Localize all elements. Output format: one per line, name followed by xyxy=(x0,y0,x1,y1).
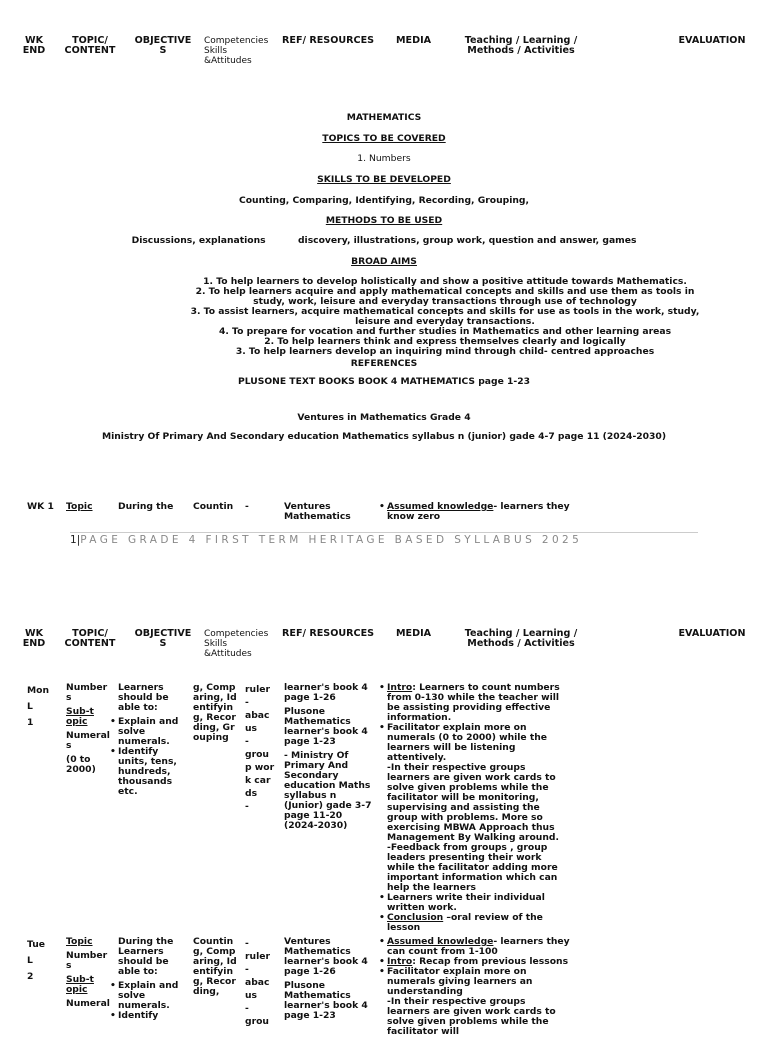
mon-lesson-n: 1 xyxy=(27,717,34,728)
tue-competencies: Counting, Comparing, Identifying, Recording, xyxy=(193,936,237,997)
aim-1: 1. To help learners to develop holistically and show a positive attitude towards Mathematics. xyxy=(203,276,687,287)
mon-media-3: abacus xyxy=(245,710,270,734)
mon-media-1: ruler xyxy=(245,684,270,695)
tue-method-3: • Facilitator explain more on numerals giving learners an understanding -In their respective groups learners are given work cards to solve given problems while the facilitator will xyxy=(381,967,571,1037)
tue-method-1 xyxy=(381,937,571,957)
aim-4: 4. To prepare for vocation and further studies in Mathematics and other learning areas xyxy=(218,326,672,337)
page-number: 1 xyxy=(70,534,77,546)
mon-media-6: - xyxy=(245,801,249,812)
footer-rule xyxy=(70,532,698,533)
mon-media-2: - xyxy=(245,697,249,708)
methods-text-b: discovery, illustrations, group work, question and answer, games xyxy=(297,235,637,246)
header-media: MEDIA xyxy=(396,35,432,46)
topics-heading: TOPICS TO BE COVERED xyxy=(322,133,446,144)
mon-method-4-text: –oral review of the lesson xyxy=(387,912,543,933)
header-objectives: OBJECTIVE S xyxy=(134,35,192,56)
mon-objective-2: • Identify units, tens, hundreds, thousands etc. xyxy=(112,747,180,797)
mon-competencies: g, Comparing, Identifying, Recording, Grouping xyxy=(193,682,237,743)
wk1-methods-label: Assumed knowledge xyxy=(387,501,494,512)
page-footer xyxy=(70,534,582,546)
wk1-competencies: Countin xyxy=(193,501,234,512)
mon-method-4 xyxy=(381,913,571,933)
tue-topic-text: Numbers xyxy=(66,950,108,971)
skills-heading: SKILLS TO BE DEVELOPED xyxy=(317,174,451,185)
header-media: MEDIA xyxy=(396,628,432,639)
tue-subtopic: Numeral xyxy=(66,998,110,1009)
wk1-methods xyxy=(381,502,571,522)
mon-method-4-label: Conclusion xyxy=(387,912,444,923)
mon-day xyxy=(27,683,49,731)
mon-objective-1: • Explain and solve numerals. xyxy=(112,717,180,747)
mon-reference-1: learner's book 4 page 1-26 xyxy=(284,682,368,703)
methods-heading: METHODS TO BE USED xyxy=(325,215,443,226)
mon-method-3: • Learners write their individual written work. xyxy=(381,893,571,913)
tue-media-1: - xyxy=(245,938,249,949)
tue-methods xyxy=(381,937,571,1037)
mon-method-1 xyxy=(381,683,571,723)
wk1-media: - xyxy=(245,501,249,512)
mon-lesson-l: L xyxy=(27,701,33,712)
aims-list xyxy=(190,277,700,357)
mon-subtopic: Numerals xyxy=(66,730,110,751)
wk1-references: Ventures Mathematics xyxy=(284,501,351,522)
tue-media xyxy=(245,937,275,1028)
tue-media-5: - xyxy=(245,1003,249,1014)
aim-6: 3. To help learners develop an inquiring mind through child- centred approaches xyxy=(235,346,655,357)
header-week: WK END xyxy=(22,35,46,56)
tue-objective-1: • Explain and solve numerals. xyxy=(112,981,180,1011)
header-references: REF/ RESOURCES xyxy=(282,35,375,46)
header-competencies: Competencies Skills &Attitudes xyxy=(204,36,269,66)
wk1-topic: Topic xyxy=(66,501,93,512)
tue-media-6: grou xyxy=(245,1016,269,1027)
tue-objectives-intro: During the Learners should be able to: xyxy=(118,936,174,977)
reference-2: Ventures in Mathematics Grade 4 xyxy=(297,412,471,423)
methods-text-a: Discussions, explanations xyxy=(131,235,266,246)
mon-references xyxy=(284,683,372,831)
tue-method-2-text: : Recap from previous lessons xyxy=(412,956,569,967)
footer-text: PAGE GRADE 4 FIRST TERM HERITAGE BASED SYLLABUS 2025 xyxy=(80,534,583,546)
tue-objectives xyxy=(112,937,180,1021)
tue-method-2-label: Intro xyxy=(387,956,413,967)
aim-3: 3. To assist learners, acquire mathematical concepts and skills for use as tools in the work, study, leisure and everyday transactions. xyxy=(190,306,700,327)
header-topic: TOPIC/ CONTENT xyxy=(64,628,116,649)
methods-text xyxy=(0,235,768,246)
aims-heading: BROAD AIMS xyxy=(351,256,417,267)
tue-media-3: - xyxy=(245,964,249,975)
mon-media xyxy=(245,683,275,813)
mon-day-label: Mon xyxy=(27,685,49,696)
mon-range: (0 to 2000) xyxy=(66,754,96,775)
aim-2: 2. To help learners acquire and apply mathematical concepts and skills and use them as tools in study, work, leisure and everyday transactions through use of technology xyxy=(195,286,695,307)
mon-topic xyxy=(66,683,110,775)
mon-media-4: - xyxy=(245,736,249,747)
mon-method-1-text: : Learners to count numbers from 0-130 while the teacher will be assisting providing effective information. xyxy=(387,682,560,723)
tue-reference-2: Plusone Mathematics learner's book 4 page 1-23 xyxy=(284,980,368,1021)
page-separator: | xyxy=(76,534,81,546)
header-topic: TOPIC/ CONTENT xyxy=(64,35,116,56)
reference-1: PLUSONE TEXT BOOKS BOOK 4 MATHEMATICS page 1-23 xyxy=(238,376,530,387)
tue-lesson-l: L xyxy=(27,955,33,966)
mon-reference-2: Plusone Mathematics learner's book 4 page 1-23 xyxy=(284,706,368,747)
tue-references xyxy=(284,937,372,1021)
wk1-week: WK 1 xyxy=(27,501,54,512)
tue-reference-1: Ventures Mathematics learner's book 4 page 1-26 xyxy=(284,936,368,977)
header-week: WK END xyxy=(22,628,46,649)
header-competencies: Competencies Skills &Attitudes xyxy=(204,629,269,659)
header-objectives: OBJECTIVE S xyxy=(134,628,192,649)
header-methods: Teaching / Learning / Methods / Activities xyxy=(464,35,578,56)
mon-objectives xyxy=(112,683,180,797)
reference-3: Ministry Of Primary And Secondary education Mathematics syllabus n (junior) gade 4-7 page 11 (2024-2030) xyxy=(101,431,667,442)
mon-media-5: group work cards xyxy=(245,749,275,799)
aim-5: 2. To help learners think and express themselves clearly and logically xyxy=(264,336,626,347)
tue-objective-2: • Identify xyxy=(112,1011,180,1021)
mon-methods xyxy=(381,683,571,933)
mon-objectives-intro: Learners should be able to: xyxy=(118,682,169,713)
tue-method-1-label: Assumed knowledge xyxy=(387,936,494,947)
mon-method-2: • Facilitator explain more on numerals (0 to 2000) while the learners will be listening attentively. -In their respective groups learners are given work cards to solve given problems while the facilitator will be monitoring, supervising and assisting the group with problems. More so exercising MBWA Approach thus Management By Walking around. -Feedback from groups , group leaders presenting their work while the facilitator adding more important information which can help the learners xyxy=(381,723,571,893)
subject-title: MATHEMATICS xyxy=(346,112,422,123)
tue-day-label: Tue xyxy=(27,939,46,950)
tue-method-1-text: - learners they can count from 1-100 xyxy=(387,936,570,957)
tue-media-4: abacus xyxy=(245,977,270,1001)
header-evaluation: EVALUATION xyxy=(678,35,746,46)
tue-media-2: ruler xyxy=(245,951,270,962)
references-heading: REFERENCES xyxy=(350,358,418,369)
mon-reference-3: - Ministry Of Primary And Secondary education Maths syllabus n (Junior) gade 3-7 page 11-20 (2024-2030) xyxy=(284,750,372,831)
tue-day xyxy=(27,937,45,985)
header-evaluation: EVALUATION xyxy=(678,628,746,639)
wk1-objectives: During the xyxy=(118,501,174,512)
header-methods: Teaching / Learning / Methods / Activities xyxy=(464,628,578,649)
wk1-methods-text: - learners they know zero xyxy=(387,501,570,522)
topics-item: 1. Numbers xyxy=(357,153,411,164)
tue-topic xyxy=(66,937,110,1009)
tue-lesson-n: 2 xyxy=(27,971,34,982)
mon-subtopic-label: Sub-topic xyxy=(66,706,94,727)
skills-text: Counting, Comparing, Identifying, Recording, Grouping, xyxy=(238,195,529,206)
mon-topic-text: Numbers xyxy=(66,682,108,703)
mon-method-1-label: Intro xyxy=(387,682,413,693)
header-references: REF/ RESOURCES xyxy=(282,628,375,639)
tue-subtopic-label: Sub-topic xyxy=(66,974,94,995)
tue-topic-label: Topic xyxy=(66,936,93,947)
